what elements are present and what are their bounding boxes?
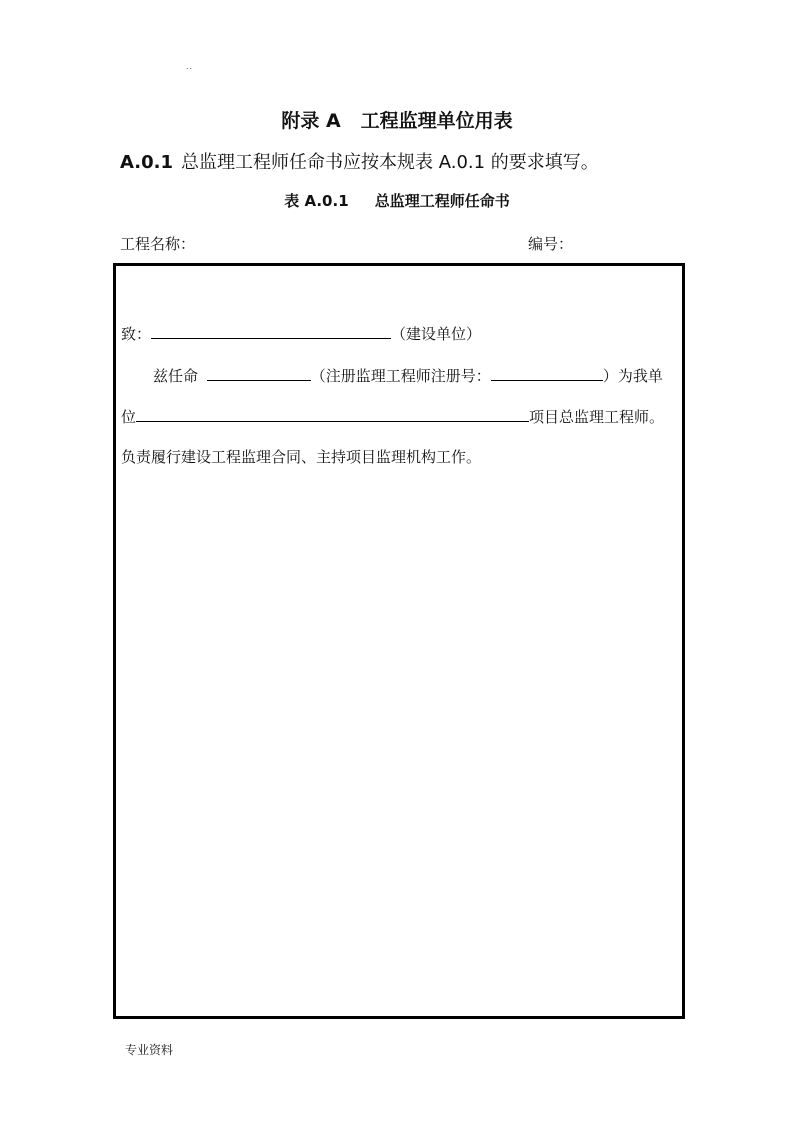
registration-number-blank[interactable] <box>491 364 603 381</box>
clause-number: A.0.1 <box>120 152 173 173</box>
appoint-suffix: ）为我单 <box>602 367 663 385</box>
appointment-form-box <box>113 263 685 1019</box>
engineer-name-blank[interactable] <box>207 364 311 381</box>
clause-line <box>120 148 599 174</box>
project-name-blank[interactable] <box>136 405 529 422</box>
to-label: 致： <box>121 325 152 343</box>
header-mark: .. <box>186 62 194 71</box>
unit-prefix: 位 <box>121 408 137 426</box>
appendix-title: 附录 A 工程监理单位用表 <box>281 110 513 132</box>
to-suffix: （建设单位） <box>391 325 482 343</box>
construction-unit-blank[interactable] <box>151 322 391 339</box>
duty-line: 负责履行建设工程监理合同、主持项目监理机构工作。 <box>121 448 482 466</box>
serial-number-label: 编号： <box>528 235 574 253</box>
clause-text: 总监理工程师任命书应按本规表 A.0.1 的要求填写。 <box>181 152 599 173</box>
unit-line <box>121 405 664 427</box>
table-caption: 表 A.0.1 总监理工程师任命书 <box>284 192 510 210</box>
to-line <box>121 322 481 344</box>
appoint-middle: （注册监理工程师注册号： <box>310 367 491 385</box>
footer-note: 专业资料 <box>125 1043 174 1057</box>
project-name-label: 工程名称： <box>120 235 196 253</box>
unit-suffix: 项目总监理工程师。 <box>529 408 665 426</box>
appoint-line <box>153 364 663 386</box>
appoint-prefix: 兹任命 <box>153 367 199 385</box>
